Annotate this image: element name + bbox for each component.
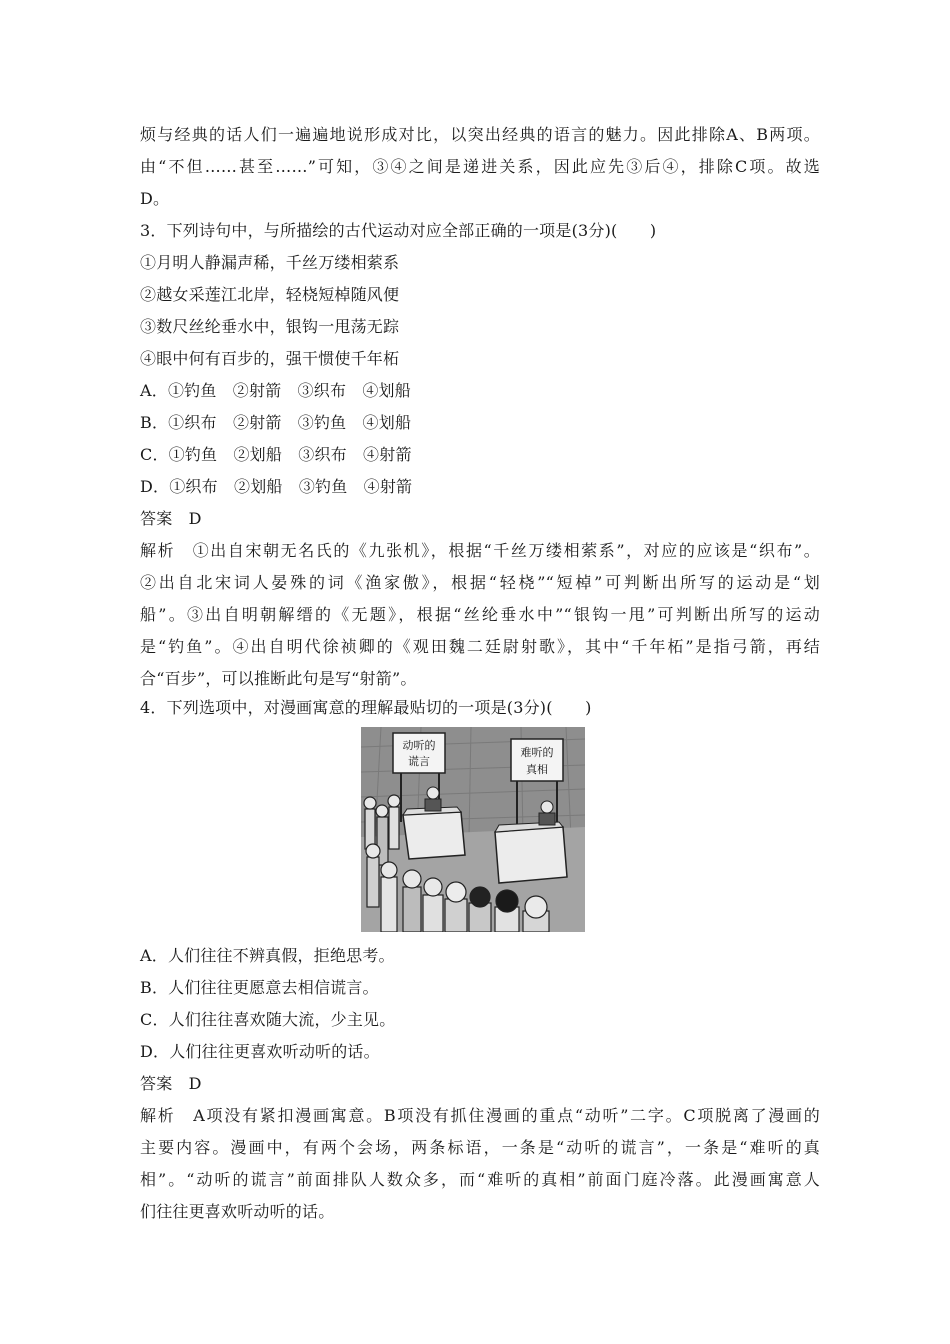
sign-left-line-2: 谎言 <box>408 755 430 768</box>
q2-analysis-line-2: 由“不但……甚至……”可知，③④之间是递进关系，因此应先③后④，排除C项。故选 <box>140 157 820 176</box>
q3-analysis-line-5: 合“百步”，可以推断此句是写“射箭”。 <box>140 669 417 688</box>
q2-analysis-line-3: D。 <box>140 189 170 208</box>
q2-analysis-line-1: 烦与经典的话人们一遍遍地说形成对比，以突出经典的语言的魅力。因此排除A、B两项。 <box>140 125 820 144</box>
q3-option-d: D．①织布 ②划船 ③钓鱼 ④射箭 <box>140 477 413 496</box>
q4-option-a: A．人们往往不辨真假，拒绝思考。 <box>140 946 395 965</box>
q3-option-c: C．①钓鱼 ②划船 ③织布 ④射箭 <box>140 445 412 464</box>
q4-option-c: C．人们往往喜欢随大流，少主见。 <box>140 1010 396 1029</box>
q4-stem: 4．下列选项中，对漫画寓意的理解最贴切的一项是(3分)( ) <box>140 698 592 717</box>
q3-option-a: A．①钓鱼 ②射箭 ③织布 ④划船 <box>140 381 411 400</box>
q3-stem: 3．下列诗句中，与所描绘的古代运动对应全部正确的一项是(3分)( ) <box>140 221 657 240</box>
q3-verse-3: ③数尺丝纶垂水中，银钩一甩荡无踪 <box>140 317 400 336</box>
q4-analysis-line-4: 们往往更喜欢听动听的话。 <box>140 1202 335 1221</box>
q4-answer: 答案 D <box>140 1074 202 1093</box>
sign-right-line-1: 难听的 <box>520 746 554 759</box>
sign-left-line-1: 动听的 <box>402 739 436 752</box>
sign-right-line-2: 真相 <box>526 763 548 776</box>
cartoon-image <box>361 727 585 932</box>
q3-answer: 答案 D <box>140 509 202 528</box>
q3-verse-4: ④眼中何有百步的，强干惯使千年柘 <box>140 349 400 368</box>
q4-analysis-line-2: 主要内容。漫画中，有两个会场，两条标语，一条是“动听的谎言”，一条是“难听的真 <box>140 1138 820 1157</box>
q3-analysis-line-2: ②出自北宋词人晏殊的词《渔家傲》，根据“轻桡”“短棹”可判断出所写的运动是“划 <box>140 573 820 592</box>
q3-verse-2: ②越女采莲江北岸，轻桡短棹随风便 <box>140 285 400 304</box>
q4-option-b: B．人们往往更愿意去相信谎言。 <box>140 978 379 997</box>
q4-analysis-line-1: 解析 A项没有紧扣漫画寓意。B项没有抓住漫画的重点“动听”二字。C项脱离了漫画的 <box>140 1106 820 1125</box>
q3-analysis-line-1: 解析 ①出自宋朝无名氏的《九张机》，根据“千丝万缕相萦系”，对应的应该是“织布”。 <box>140 541 820 560</box>
q3-verse-1: ①月明人静漏声稀，千丝万缕相萦系 <box>140 253 400 272</box>
q3-analysis-line-4: 是“钓鱼”。④出自明代徐祯卿的《观田魏二廷尉射歌》，其中“千年柘”是指弓箭，再结 <box>140 637 820 656</box>
q4-analysis-line-3: 相”。“动听的谎言”前面排队人数众多，而“难听的真相”前面门庭冷落。此漫画寓意人 <box>140 1170 820 1189</box>
q4-option-d: D．人们往往更喜欢听动听的话。 <box>140 1042 380 1061</box>
q3-analysis-line-3: 船”。③出自明朝解缙的《无题》，根据“丝纶垂水中”“银钩一甩”可判断出所写的运动 <box>140 605 820 624</box>
q3-option-b: B．①织布 ②射箭 ③钓鱼 ④划船 <box>140 413 412 432</box>
